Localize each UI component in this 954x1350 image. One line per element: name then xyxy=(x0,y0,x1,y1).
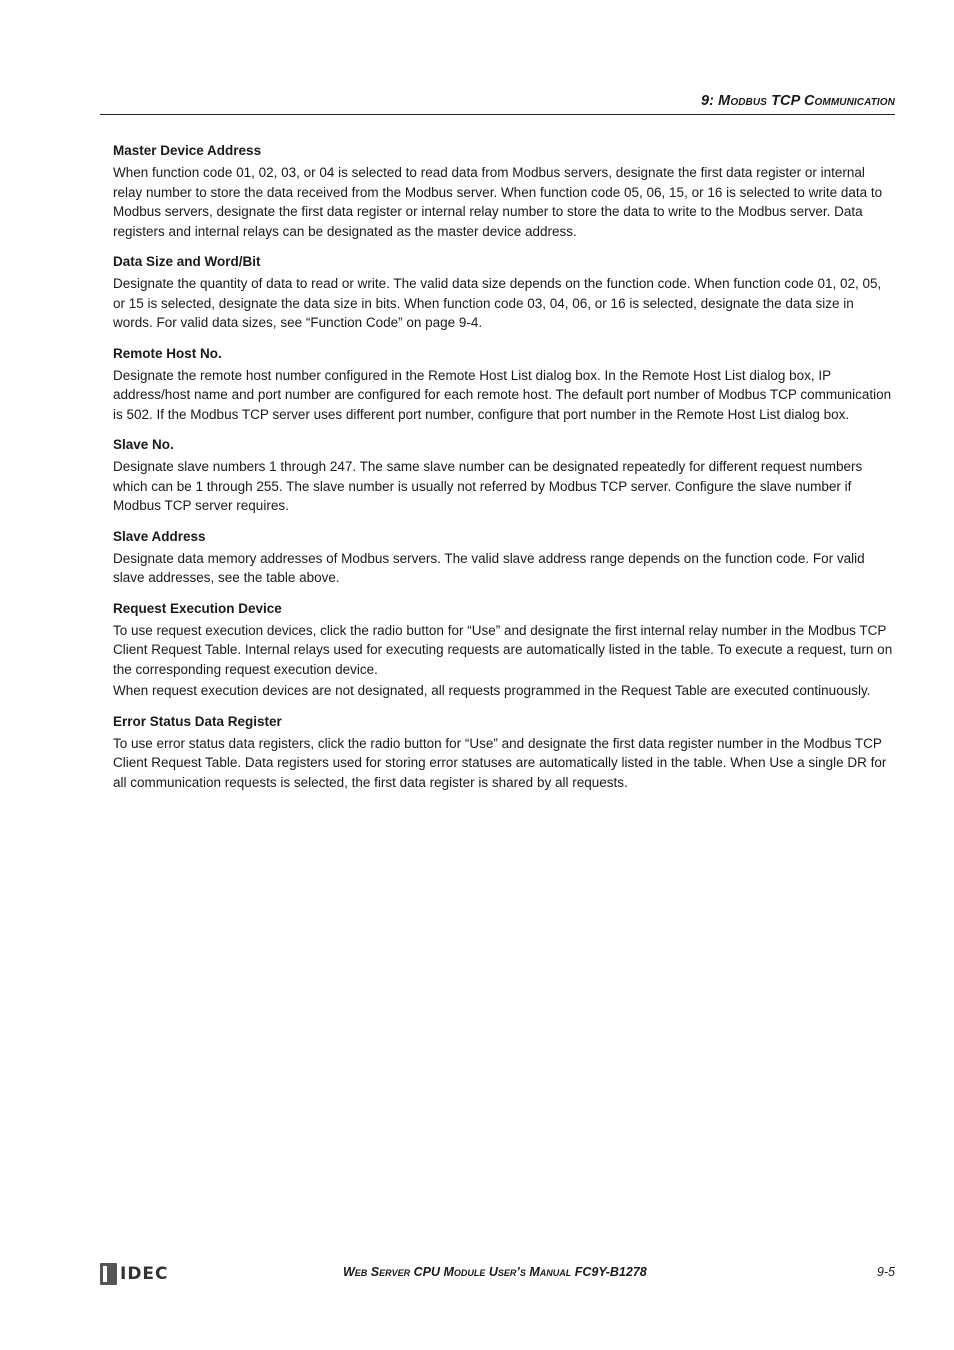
section-request-execution-device xyxy=(113,600,895,701)
section-paragraph: Designate the quantity of data to read or write. The valid data size depends on the function code. When function code 01, 02, 05, or 15 is selected, designate the data size in bits. When function code 03, 04, 06, or 16 is selected, designate the data size in words. For valid data sizes, see “Function Code” on page 9-4. xyxy=(113,276,882,330)
section-paragraph: When request execution devices are not designated, all requests programmed in the Request Table are executed continuously. xyxy=(113,683,871,698)
section-paragraph: To use error status data registers, click the radio button for “Use” and designate the first data register number in the Modbus TCP Client Request Table. Data registers used for storing error statuses are automatically listed in the table. When Use a single DR for all communication requests is selected, the first data register is shared by all requests. xyxy=(113,735,887,790)
section-paragraph: Designate the remote host number configured in the Remote Host List dialog box. In the Remote Host List dialog box, IP address/host name and port number are configured for each remote host. The default port number of Modbus TCP communication is 502. If the Modbus TCP server uses different port number, configure that port number in the Remote Host List dialog box. xyxy=(113,367,892,422)
section-paragraph: To use request execution devices, click the radio button for “Use” and designate the first internal relay number in the Modbus TCP Client Request Table. Internal relays used for executing requests are automatically listed in the table. To execute a request, turn on the corresponding request execution device. xyxy=(113,622,893,677)
page-header xyxy=(100,92,895,115)
idec-logo-icon xyxy=(100,1263,117,1285)
section-slave-no xyxy=(113,436,895,516)
section-heading: Slave Address xyxy=(113,528,206,544)
section-slave-address xyxy=(113,528,895,588)
section-heading: Master Device Address xyxy=(113,143,262,158)
section-heading: Remote Host No. xyxy=(113,345,222,361)
idec-logo xyxy=(100,1262,169,1286)
page-number: 9-5 xyxy=(876,1265,895,1279)
section-heading: Data Size and Word/Bit xyxy=(113,254,261,269)
section-paragraph: When function code 01, 02, 03, or 04 is selected to read data from Modbus servers, designate the first data register or internal relay number to store the data received from the Modbus server. When function code 05, 06, 15, or 16 is selected to write data to Modbus servers, designate the first data register or internal relay number to store the data to write to the Modbus server. Data registers and internal relays can be designated as the master device address. xyxy=(113,165,883,239)
section-heading: Request Execution Device xyxy=(113,600,282,616)
section-heading: Error Status Data Register xyxy=(113,713,282,729)
manual-title: Web Server CPU Module User’s Manual FC9Y-B1278 xyxy=(343,1265,647,1279)
section-paragraph: Designate data memory addresses of Modbus servers. The valid slave address range depends on the function code. For valid slave addresses, see the table above. xyxy=(113,550,865,585)
page-footer xyxy=(100,1262,895,1288)
section-remote-host-no xyxy=(113,345,895,425)
logo-text: IDEC xyxy=(120,1264,169,1284)
section-paragraph: Designate slave numbers 1 through 247. The same slave number can be designated repeatedly for different request numbers which can be 1 through 255. The slave number is usually not referred by Modbus TCP server. Configure the slave number if Modbus TCP server requires. xyxy=(113,459,863,513)
section-data-size xyxy=(113,253,895,333)
section-heading: Slave No. xyxy=(113,437,174,452)
chapter-title: 9: Modbus TCP Communication xyxy=(700,93,895,109)
document-body xyxy=(113,142,895,804)
section-master-device-address xyxy=(113,142,895,241)
section-error-status-data-register xyxy=(113,713,895,793)
